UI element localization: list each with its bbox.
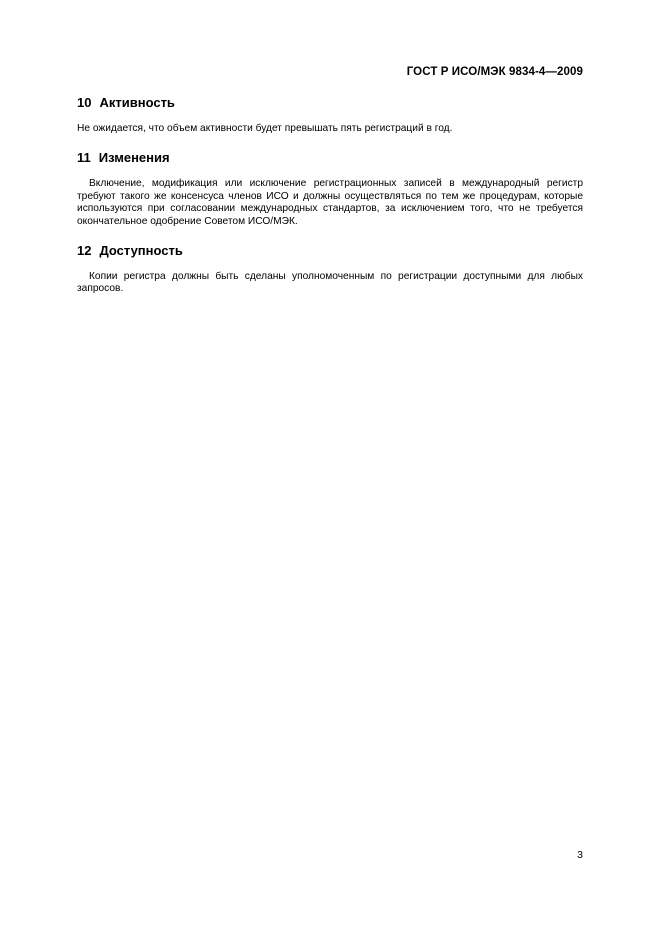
section-title: Изменения — [98, 150, 170, 166]
section-heading-11 — [77, 149, 583, 167]
section-title: Активность — [99, 95, 175, 110]
section-number: 11 — [77, 150, 91, 166]
page-number: 3 — [577, 849, 583, 861]
section-11-paragraph: Включение, модификация или исключение регистрационных записей в международный регистр требуют такого же консенсуса членов ИСО и должны осуществляться по тем же процедурам, которые используются при согласовании международных стандартов, за исключением того, что не требуется окончательное одобрение Советом ИСО/МЭК. — [77, 178, 583, 227]
section-number: 10 — [77, 95, 92, 110]
section-10-paragraph: Не ожидается, что объем активности будет превышать пять регистраций в год. — [77, 123, 453, 134]
section-heading-10 — [77, 94, 583, 112]
section-heading-12 — [77, 242, 583, 260]
document-header: ГОСТ Р ИСО/МЭК 9834-4—2009 — [406, 66, 583, 78]
section-12-paragraph: Копии регистра должны быть сделаны уполномоченным по регистрации доступными для любых запросов. — [77, 271, 583, 295]
document-body — [77, 93, 583, 296]
section-number: 12 — [77, 243, 92, 259]
section-title: Доступность — [99, 243, 183, 259]
